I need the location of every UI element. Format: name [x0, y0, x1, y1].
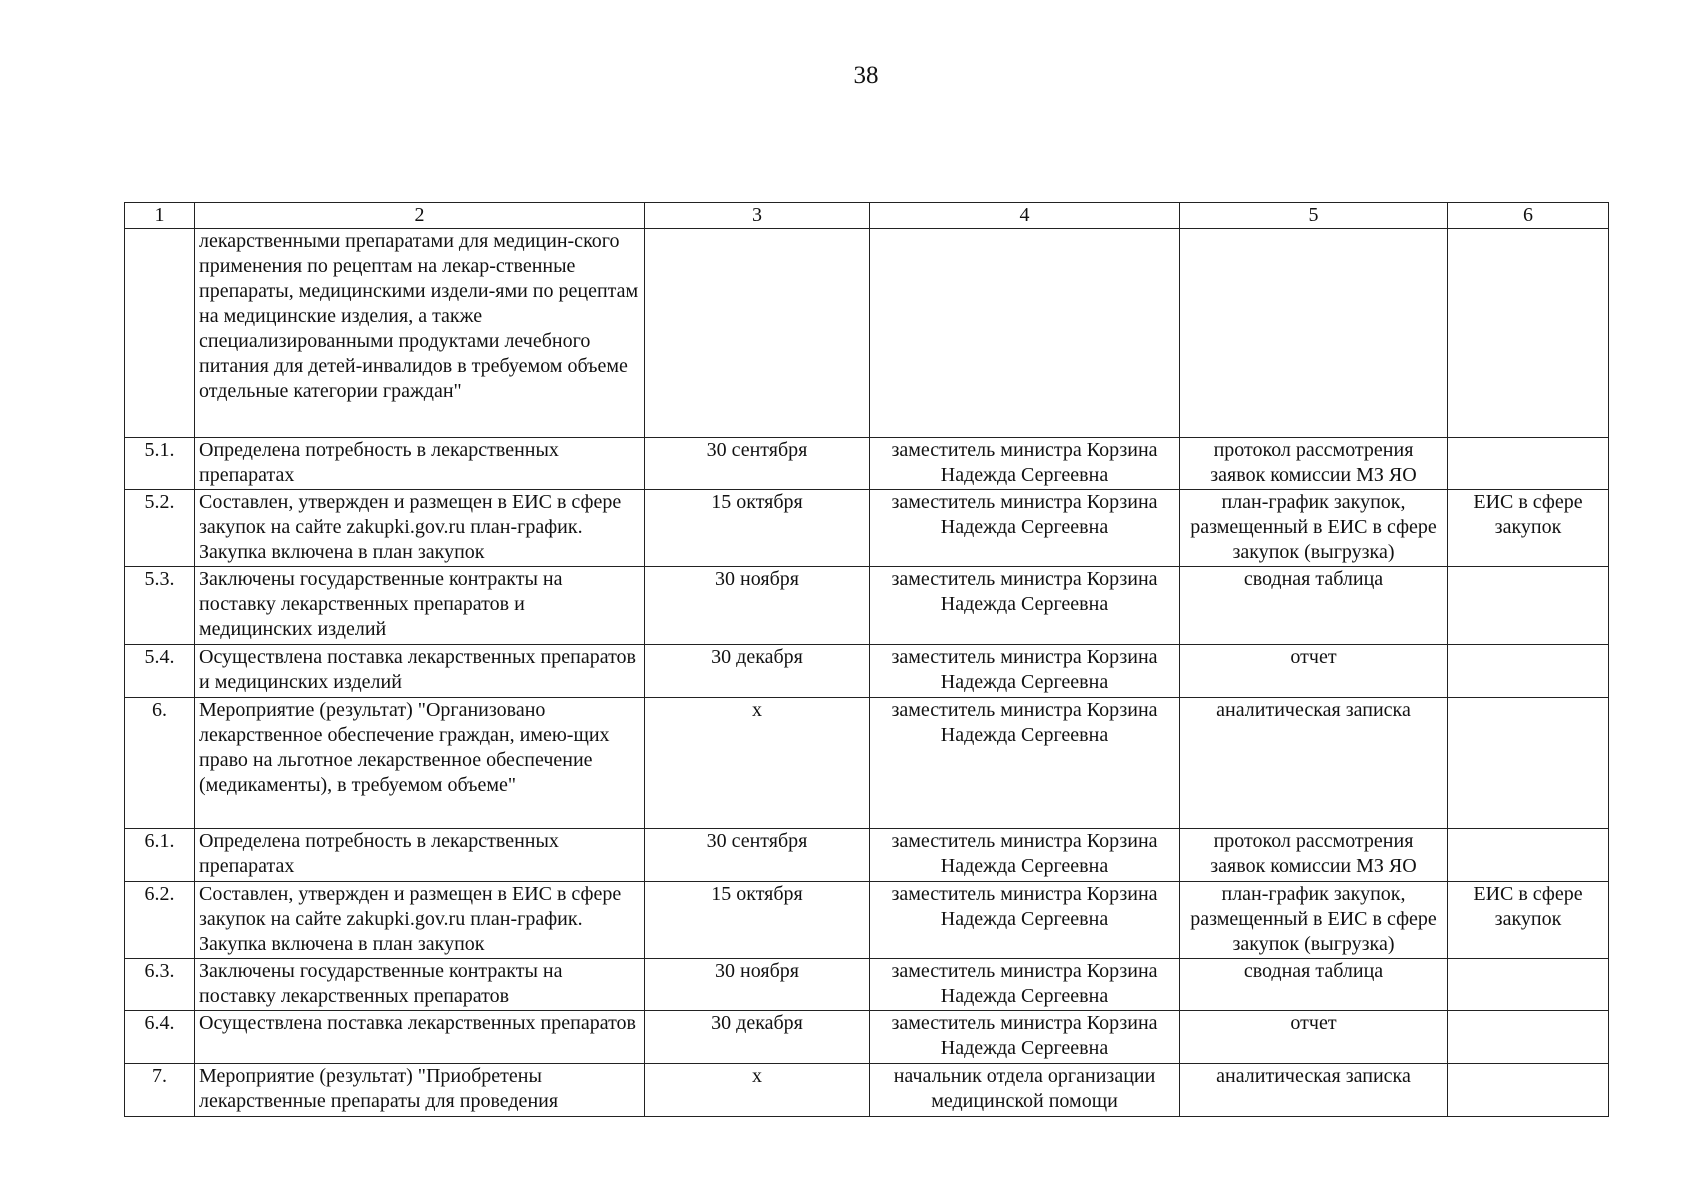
column-header-event: 2: [195, 203, 645, 229]
table-header-row: [125, 203, 1609, 229]
column-header-document: 5: [1180, 203, 1448, 229]
row-responsible: заместитель министра Корзина Надежда Сергеевна: [870, 698, 1180, 829]
table-row: [125, 698, 1609, 829]
row-deadline: 30 ноября: [645, 567, 870, 645]
row-number: 5.2.: [125, 490, 195, 567]
row-number: 6.3.: [125, 959, 195, 1011]
page-number: 38: [853, 62, 879, 89]
row-number: [125, 229, 195, 438]
row-number: 6.: [125, 698, 195, 829]
row-deadline: 15 октября: [645, 882, 870, 959]
row-responsible: заместитель министра Корзина Надежда Сергеевна: [870, 829, 1180, 882]
row-event: Определена потребность в лекарственных препаратах: [195, 829, 645, 882]
table-row: [125, 438, 1609, 490]
row-number: 7.: [125, 1064, 195, 1117]
row-system: [1448, 698, 1609, 829]
row-document: план-график закупок, размещенный в ЕИС в сфере закупок (выгрузка): [1180, 882, 1448, 959]
row-deadline: х: [645, 698, 870, 829]
row-system: [1448, 645, 1609, 698]
row-event: Мероприятие (результат) "Приобретены лекарственные препараты для проведения: [195, 1064, 645, 1117]
row-event: лекарственными препаратами для медицин-ского применения по рецептам на лекар-ственные препараты, медицинскими издели-ями по рецептам на медицинские изделия, а также специализированными продуктами лечебного питания для детей-инвалидов в требуемом объеме отдельные категории граждан": [195, 229, 645, 438]
row-document: протокол рассмотрения заявок комиссии МЗ ЯО: [1180, 438, 1448, 490]
row-number: 5.4.: [125, 645, 195, 698]
table-row: [125, 645, 1609, 698]
row-deadline: 15 октября: [645, 490, 870, 567]
row-number: 5.3.: [125, 567, 195, 645]
table-row: [125, 490, 1609, 567]
row-deadline: 30 сентября: [645, 438, 870, 490]
row-system: [1448, 959, 1609, 1011]
table-row: [125, 882, 1609, 959]
table-row: [125, 229, 1609, 438]
row-system: [1448, 1064, 1609, 1117]
row-event: Осуществлена поставка лекарственных препаратов и медицинских изделий: [195, 645, 645, 698]
row-responsible: заместитель министра Корзина Надежда Сергеевна: [870, 567, 1180, 645]
column-header-deadline: 3: [645, 203, 870, 229]
table-row: [125, 1011, 1609, 1064]
row-deadline: 30 ноября: [645, 959, 870, 1011]
table-row: [125, 829, 1609, 882]
table-row: [125, 567, 1609, 645]
row-event: Осуществлена поставка лекарственных препаратов: [195, 1011, 645, 1064]
column-header-responsible: 4: [870, 203, 1180, 229]
row-event: Заключены государственные контракты на поставку лекарственных препаратов: [195, 959, 645, 1011]
row-number: 6.1.: [125, 829, 195, 882]
row-number: 6.4.: [125, 1011, 195, 1064]
row-document: аналитическая записка: [1180, 1064, 1448, 1117]
row-responsible: заместитель министра Корзина Надежда Сергеевна: [870, 959, 1180, 1011]
row-event: Составлен, утвержден и размещен в ЕИС в сфере закупок на сайте zakupki.gov.ru план-график. Закупка включена в план закупок: [195, 490, 645, 567]
row-system: [1448, 229, 1609, 438]
row-responsible: заместитель министра Корзина Надежда Сергеевна: [870, 645, 1180, 698]
row-event: Заключены государственные контракты на поставку лекарственных препаратов и медицинских изделий: [195, 567, 645, 645]
row-deadline: 30 сентября: [645, 829, 870, 882]
row-deadline: х: [645, 1064, 870, 1117]
row-deadline: 30 декабря: [645, 645, 870, 698]
row-event: Мероприятие (результат) "Организовано лекарственное обеспечение граждан, имею-щих право на льготное лекарственное обеспечение (медикаменты), в требуемом объеме": [195, 698, 645, 829]
row-system: [1448, 1011, 1609, 1064]
column-header-system: 6: [1448, 203, 1609, 229]
row-system: [1448, 567, 1609, 645]
table-row: [125, 1064, 1609, 1117]
row-responsible: заместитель министра Корзина Надежда Сергеевна: [870, 438, 1180, 490]
row-deadline: 30 декабря: [645, 1011, 870, 1064]
table-row: [125, 959, 1609, 1011]
row-system: [1448, 829, 1609, 882]
row-document: сводная таблица: [1180, 959, 1448, 1011]
row-document: план-график закупок, размещенный в ЕИС в сфере закупок (выгрузка): [1180, 490, 1448, 567]
row-deadline: [645, 229, 870, 438]
row-document: сводная таблица: [1180, 567, 1448, 645]
row-document: отчет: [1180, 1011, 1448, 1064]
row-number: 6.2.: [125, 882, 195, 959]
row-system: [1448, 438, 1609, 490]
row-document: протокол рассмотрения заявок комиссии МЗ ЯО: [1180, 829, 1448, 882]
row-event: Составлен, утвержден и размещен в ЕИС в сфере закупок на сайте zakupki.gov.ru план-график. Закупка включена в план закупок: [195, 882, 645, 959]
row-system: ЕИС в сфере закупок: [1448, 490, 1609, 567]
row-responsible: заместитель министра Корзина Надежда Сергеевна: [870, 490, 1180, 567]
row-event: Определена потребность в лекарственных препаратах: [195, 438, 645, 490]
row-document: аналитическая записка: [1180, 698, 1448, 829]
row-document: отчет: [1180, 645, 1448, 698]
row-document: [1180, 229, 1448, 438]
row-responsible: заместитель министра Корзина Надежда Сергеевна: [870, 882, 1180, 959]
plan-table: [124, 202, 1609, 1117]
row-system: ЕИС в сфере закупок: [1448, 882, 1609, 959]
row-responsible: [870, 229, 1180, 438]
row-responsible: заместитель министра Корзина Надежда Сергеевна: [870, 1011, 1180, 1064]
row-responsible: начальник отдела организации медицинской помощи: [870, 1064, 1180, 1117]
row-number: 5.1.: [125, 438, 195, 490]
column-header-number: 1: [125, 203, 195, 229]
